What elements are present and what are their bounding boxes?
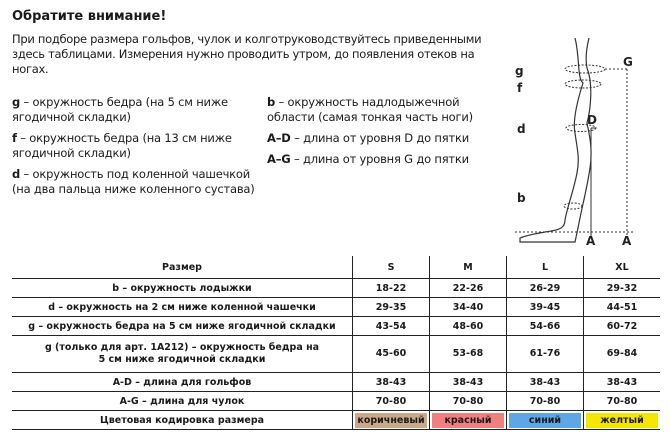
table-row: A-G – длина для чулок 70-80 70-80 70-80 70-80 (12, 392, 660, 411)
definition-g: g – окружность бедра (на 5 см ниже ягодичной складки) (12, 95, 228, 124)
header-l: L (507, 256, 584, 279)
leg-label-D: D (587, 113, 597, 127)
table-row: g – окружность бедра на 5 см ниже ягодичной складки 43-54 48-60 54-66 60-72 (12, 317, 660, 336)
definition-b: b – окружность надлодыжечной области (самая тонкая часть ноги) (267, 95, 473, 124)
leg-measurement-diagram (505, 38, 665, 253)
table-row: g (только для арт. 1А212) – окружность бедра на 5 см ниже ягодичной складки 45-60 53-68 61-76 69-84 (12, 336, 660, 373)
leg-label-g: g (515, 64, 524, 78)
color-code-row: Цветовая кодировка размера коричневый красный синий желтый (12, 411, 660, 430)
leg-label-G: G (623, 55, 633, 69)
definitions-right (267, 95, 497, 173)
size-table (12, 256, 660, 430)
leg-label-a1: A (586, 234, 596, 248)
definition-a-g: A–G – длина от уровня G до пятки (267, 152, 469, 166)
color-swatch-l: синий (509, 413, 581, 428)
header-m: M (430, 256, 507, 279)
color-swatch-m: красный (432, 413, 504, 428)
table-row: b – окружность лодыжки 18-22 22-26 26-29 29-32 (12, 279, 660, 298)
color-swatch-xl: желтый (586, 413, 658, 428)
leg-label-a2: A (622, 234, 632, 248)
leg-label-f: f (517, 81, 523, 95)
table-header-row (12, 256, 660, 279)
table-row: A-D – длина для гольфов 38-43 38-43 38-43 38-43 (12, 373, 660, 392)
definition-a-d: A–D – длина от уровня D до пятки (267, 131, 469, 145)
table-row: d – окружность на 2 см ниже коленной чашечки 29-35 34-40 39-45 44-51 (12, 298, 660, 317)
intro-text: При подборе размера гольфов, чулок и колготруководствуйтесь приведенными здесь таблицами. Измерения нужно проводить утром, до появления отеков на ногах. (12, 32, 482, 76)
color-swatch-s: коричневый (355, 413, 427, 428)
header-s: S (353, 256, 430, 279)
definition-d: d – окружность под коленной чашечкой (на два пальца ниже коленного сустава) (12, 167, 255, 196)
definitions-left (12, 95, 257, 203)
definition-f: f – окружность бедра (на 13 см ниже ягодичной складки) (12, 131, 232, 160)
leg-label-d: d (517, 122, 526, 136)
page-title: Обратите внимание! (12, 9, 167, 24)
leg-label-b: b (517, 191, 526, 205)
header-xl: XL (584, 256, 661, 279)
header-size: Размер (12, 256, 353, 279)
